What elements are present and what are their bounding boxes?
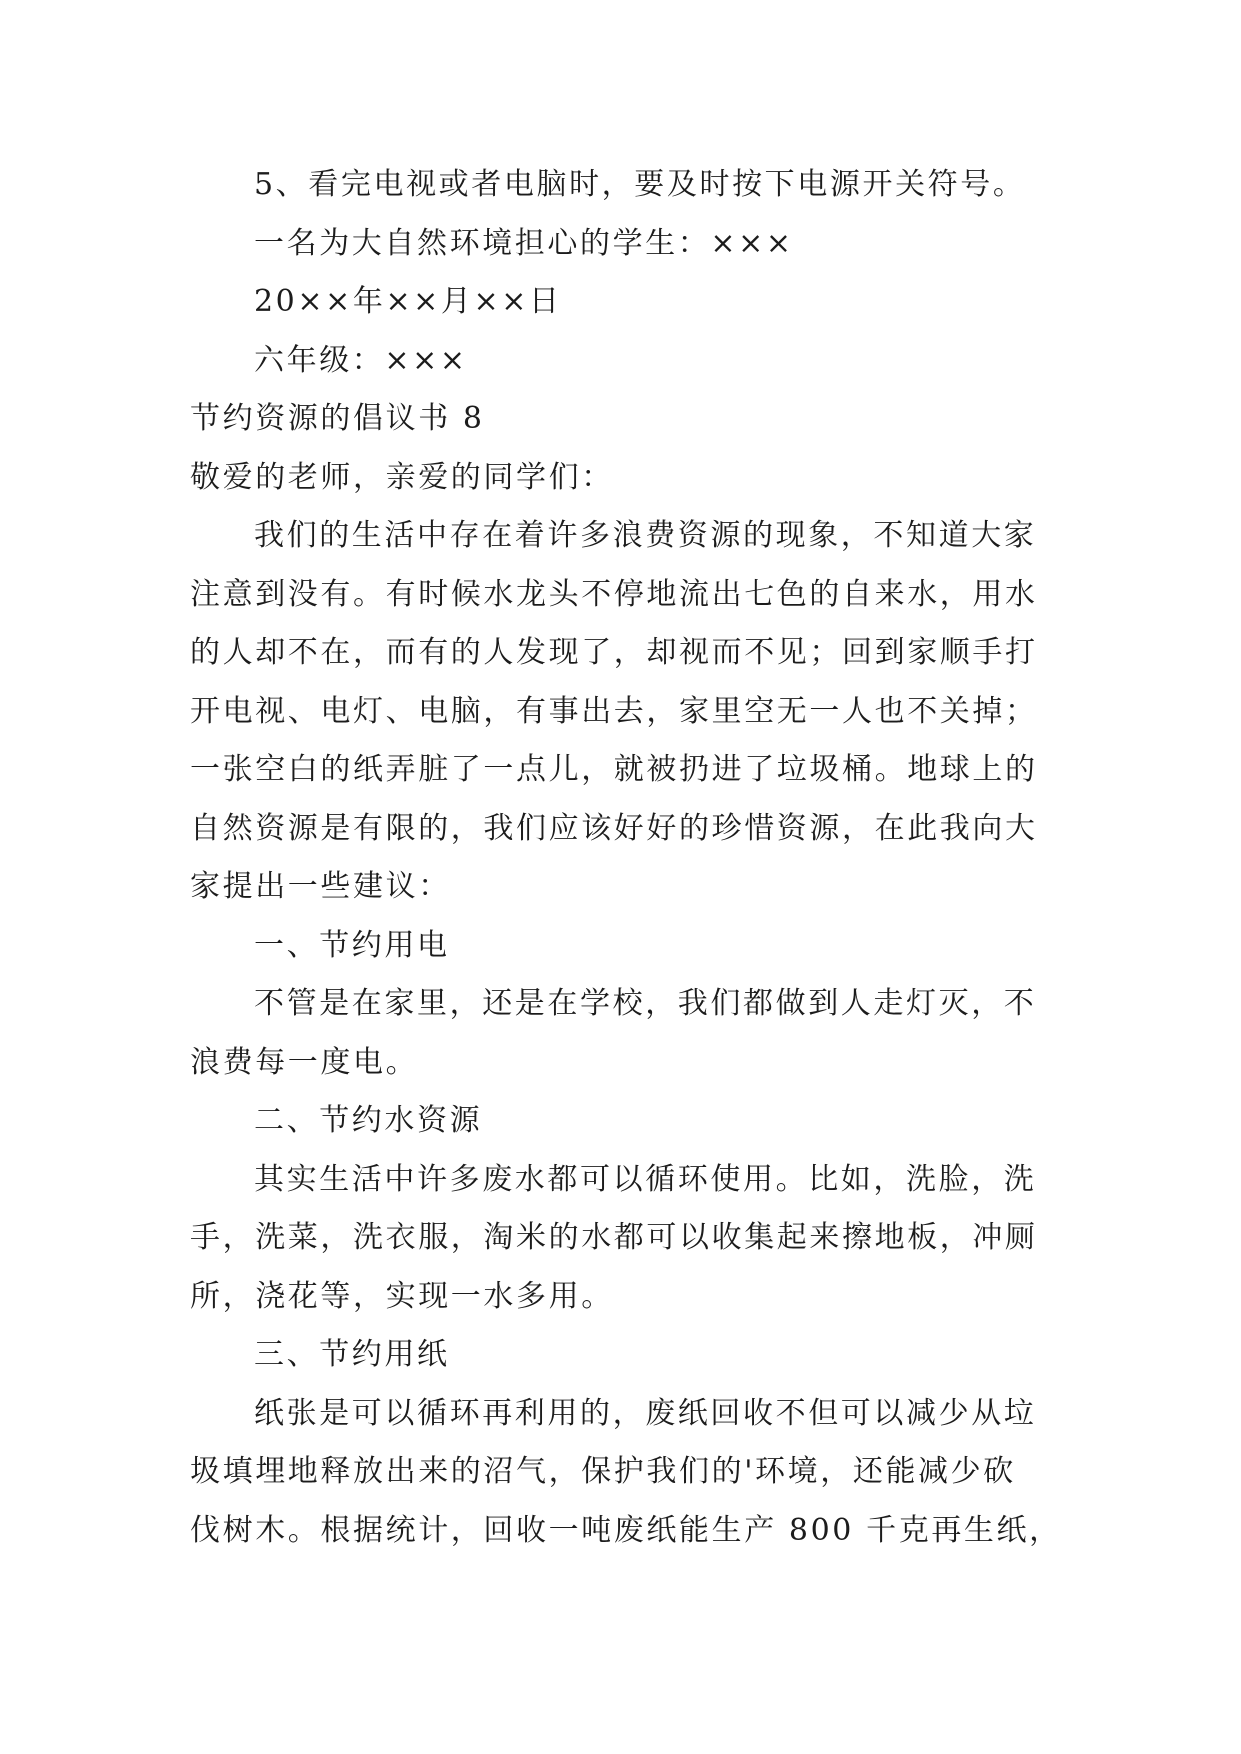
- paragraph-line: 圾填埋地释放出来的沼气，保护我们的'环境，还能减少砍: [190, 1454, 1016, 1489]
- signature-student: 一名为大自然环境担心的学生：×××: [254, 225, 794, 261]
- paragraph-line: 不管是在家里，还是在学校，我们都做到人走灯灭，不: [254, 986, 1037, 1021]
- paragraph-line: 浪费每一度电。: [190, 1044, 419, 1080]
- document-body: [190, 156, 1070, 1560]
- subheading-paper: 三、节约用纸: [254, 1337, 450, 1372]
- subheading-water: 二、节约水资源: [254, 1103, 483, 1138]
- paragraph-line: 所，浇花等，实现一水多用。: [190, 1278, 614, 1314]
- paragraph-line: 手，洗菜，洗衣服，淘米的水都可以收集起来擦地板，冲厕: [190, 1220, 1038, 1255]
- paragraph-line: 家提出一些建议：: [190, 869, 451, 904]
- paragraph-line: 纸张是可以循环再利用的，废纸回收不但可以减少从垃: [254, 1395, 1037, 1431]
- paragraph-line: 自然资源是有限的，我们应该好好的珍惜资源，在此我向大: [190, 810, 1038, 846]
- paragraph-line: 伐树木。根据统计，回收一吨废纸能生产 800 千克再生纸，: [190, 1512, 1062, 1548]
- signature-date: 20××年××月××日: [254, 284, 562, 319]
- salutation: 敬爱的老师，亲爱的同学们：: [190, 459, 614, 495]
- subheading-electricity: 一、节约用电: [254, 927, 450, 963]
- paragraph-line: 我们的生活中存在着许多浪费资源的现象，不知道大家: [254, 518, 1037, 553]
- signature-grade: 六年级：×××: [254, 342, 468, 378]
- list-item-5: 5、看完电视或者电脑时，要及时按下电源开关符号。: [254, 167, 1026, 202]
- paragraph-line: 其实生活中许多废水都可以循环使用。比如，洗脸，洗: [254, 1161, 1037, 1197]
- paragraph-line: 的人却不在，而有的人发现了，却视而不见；回到家顺手打: [190, 635, 1038, 670]
- paragraph-line: 注意到没有。有时候水龙头不停地流出七色的自来水，用水: [190, 576, 1038, 612]
- section-title: 节约资源的倡议书 8: [190, 401, 485, 436]
- paragraph-line: 一张空白的纸弄脏了一点儿，就被扔进了垃圾桶。地球上的: [190, 752, 1038, 787]
- paragraph-line: 开电视、电灯、电脑，有事出去，家里空无一人也不关掉；: [190, 693, 1038, 729]
